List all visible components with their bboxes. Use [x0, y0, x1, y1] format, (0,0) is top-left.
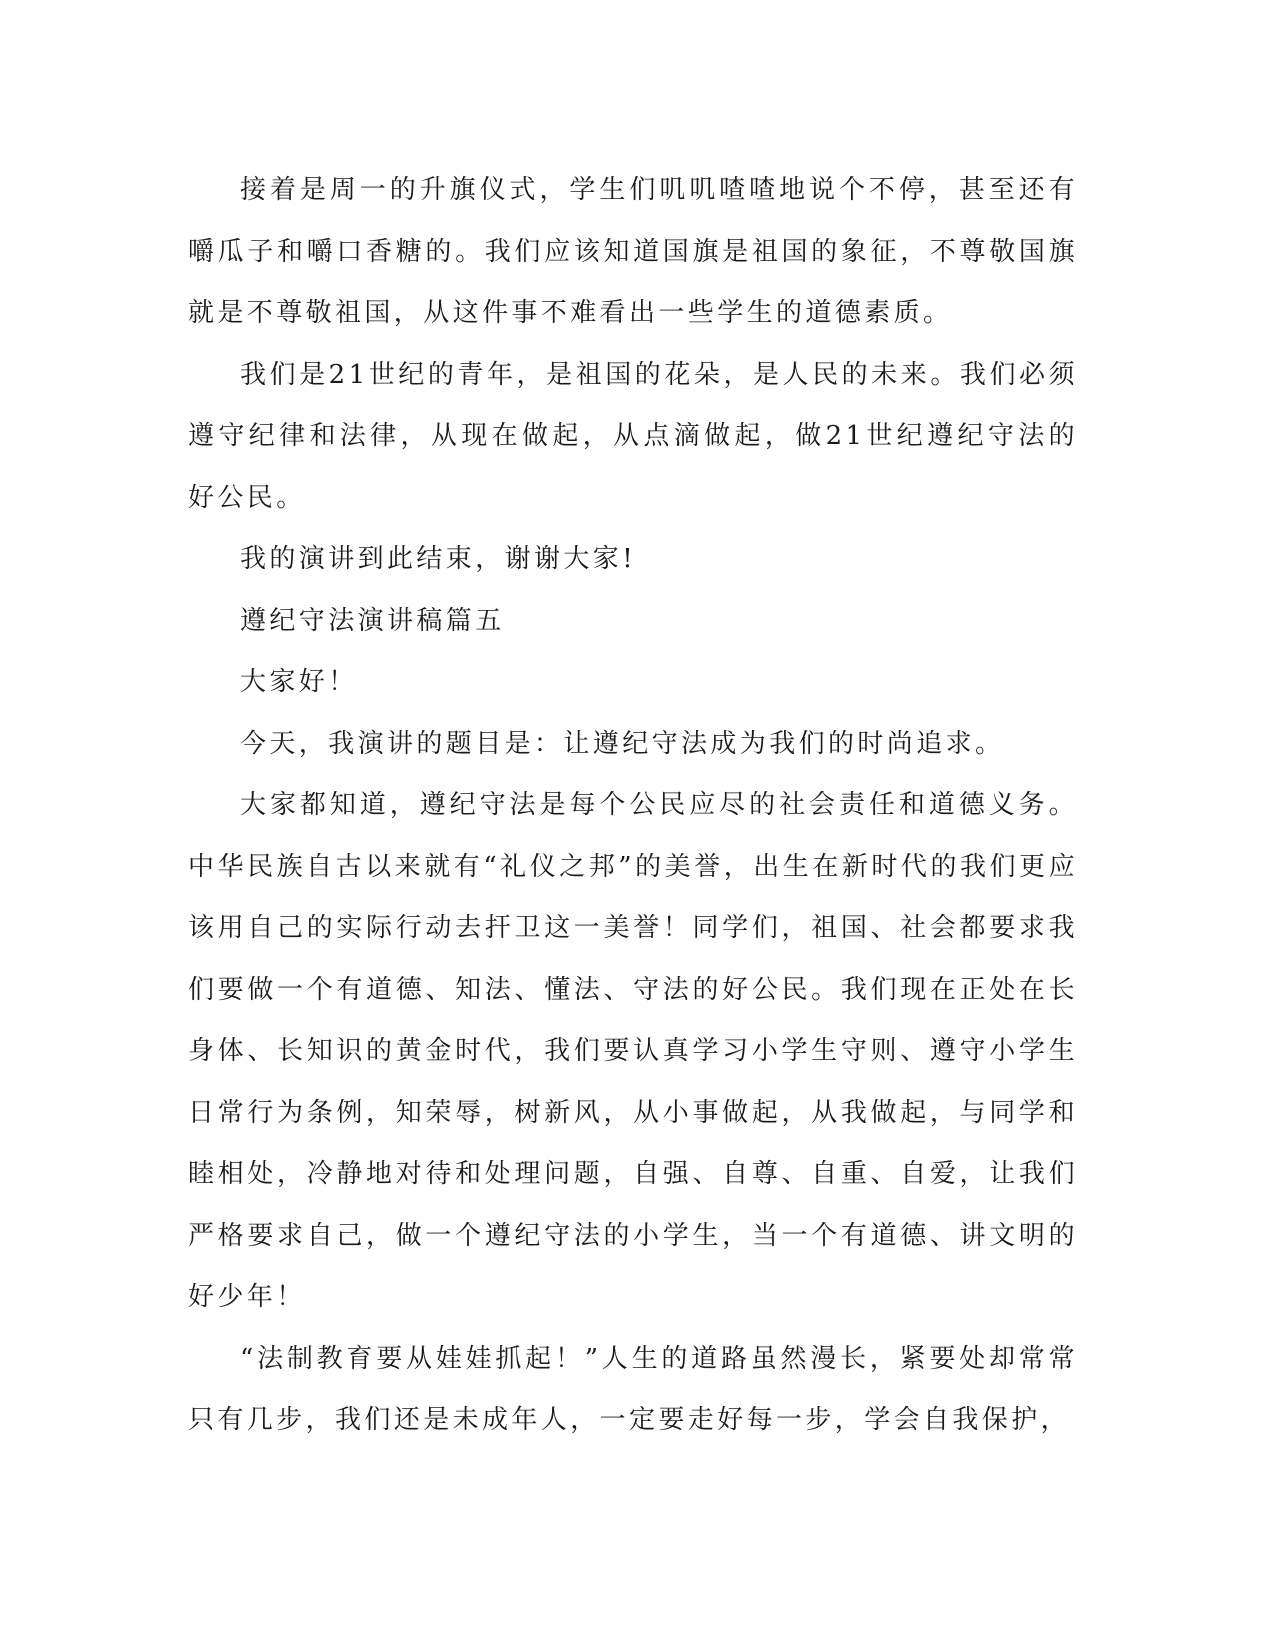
paragraph-flag-ceremony: 接着是周一的升旗仪式，学生们叽叽喳喳地说个不停，甚至还有嚼瓜子和嚼口香糖的。我们应该知道国旗是祖国的象征，不尊敬国旗就是不尊敬祖国，从这件事不难看出一些学生的道德素质。 — [188, 175, 1078, 328]
paragraph-topic: 今天，我演讲的题目是：让遵纪守法成为我们的时尚追求。 — [240, 728, 1005, 759]
document-body — [188, 160, 1078, 1452]
paragraph-legal-education: “法制教育要从娃娃抓起！”人生的道路虽然漫长，紧要处却常常只有几步，我们还是未成年人，一定要走好每一步，学会自我保护， — [188, 1343, 1078, 1435]
section-title: 遵纪守法演讲稿篇五 — [240, 605, 505, 636]
paragraph-21st-century-youth: 我们是21世纪的青年，是祖国的花朵，是人民的未来。我们必须遵守纪律和法律，从现在做起，从点滴做起，做21世纪遵纪守法的好公民。 — [188, 359, 1078, 513]
paragraph-closing: 我的演讲到此结束，谢谢大家! — [240, 544, 637, 574]
paragraph-greeting: 大家好！ — [240, 667, 358, 697]
paragraph-civic-duty: 大家都知道，遵纪守法是每个公民应尽的社会责任和道德义务。中华民族自古以来就有“礼仪之邦”的美誉，出生在新时代的我们更应该用自己的实际行动去扞卫这一美誉！同学们，祖国、社会都要求我们要做一个有道德、知法、懂法、守法的好公民。我们现在正处在长身体、长知识的黄金时代，我们要认真学习小学生守则、遵守小学生日常行为条例，知荣辱，树新风，从小事做起，从我做起，与同学和睦相处，冷静地对待和处理问题，自强、自尊、自重、自爱，让我们严格要求自己，做一个遵纪守法的小学生，当一个有道德、讲文明的好少年！ — [188, 790, 1078, 1312]
